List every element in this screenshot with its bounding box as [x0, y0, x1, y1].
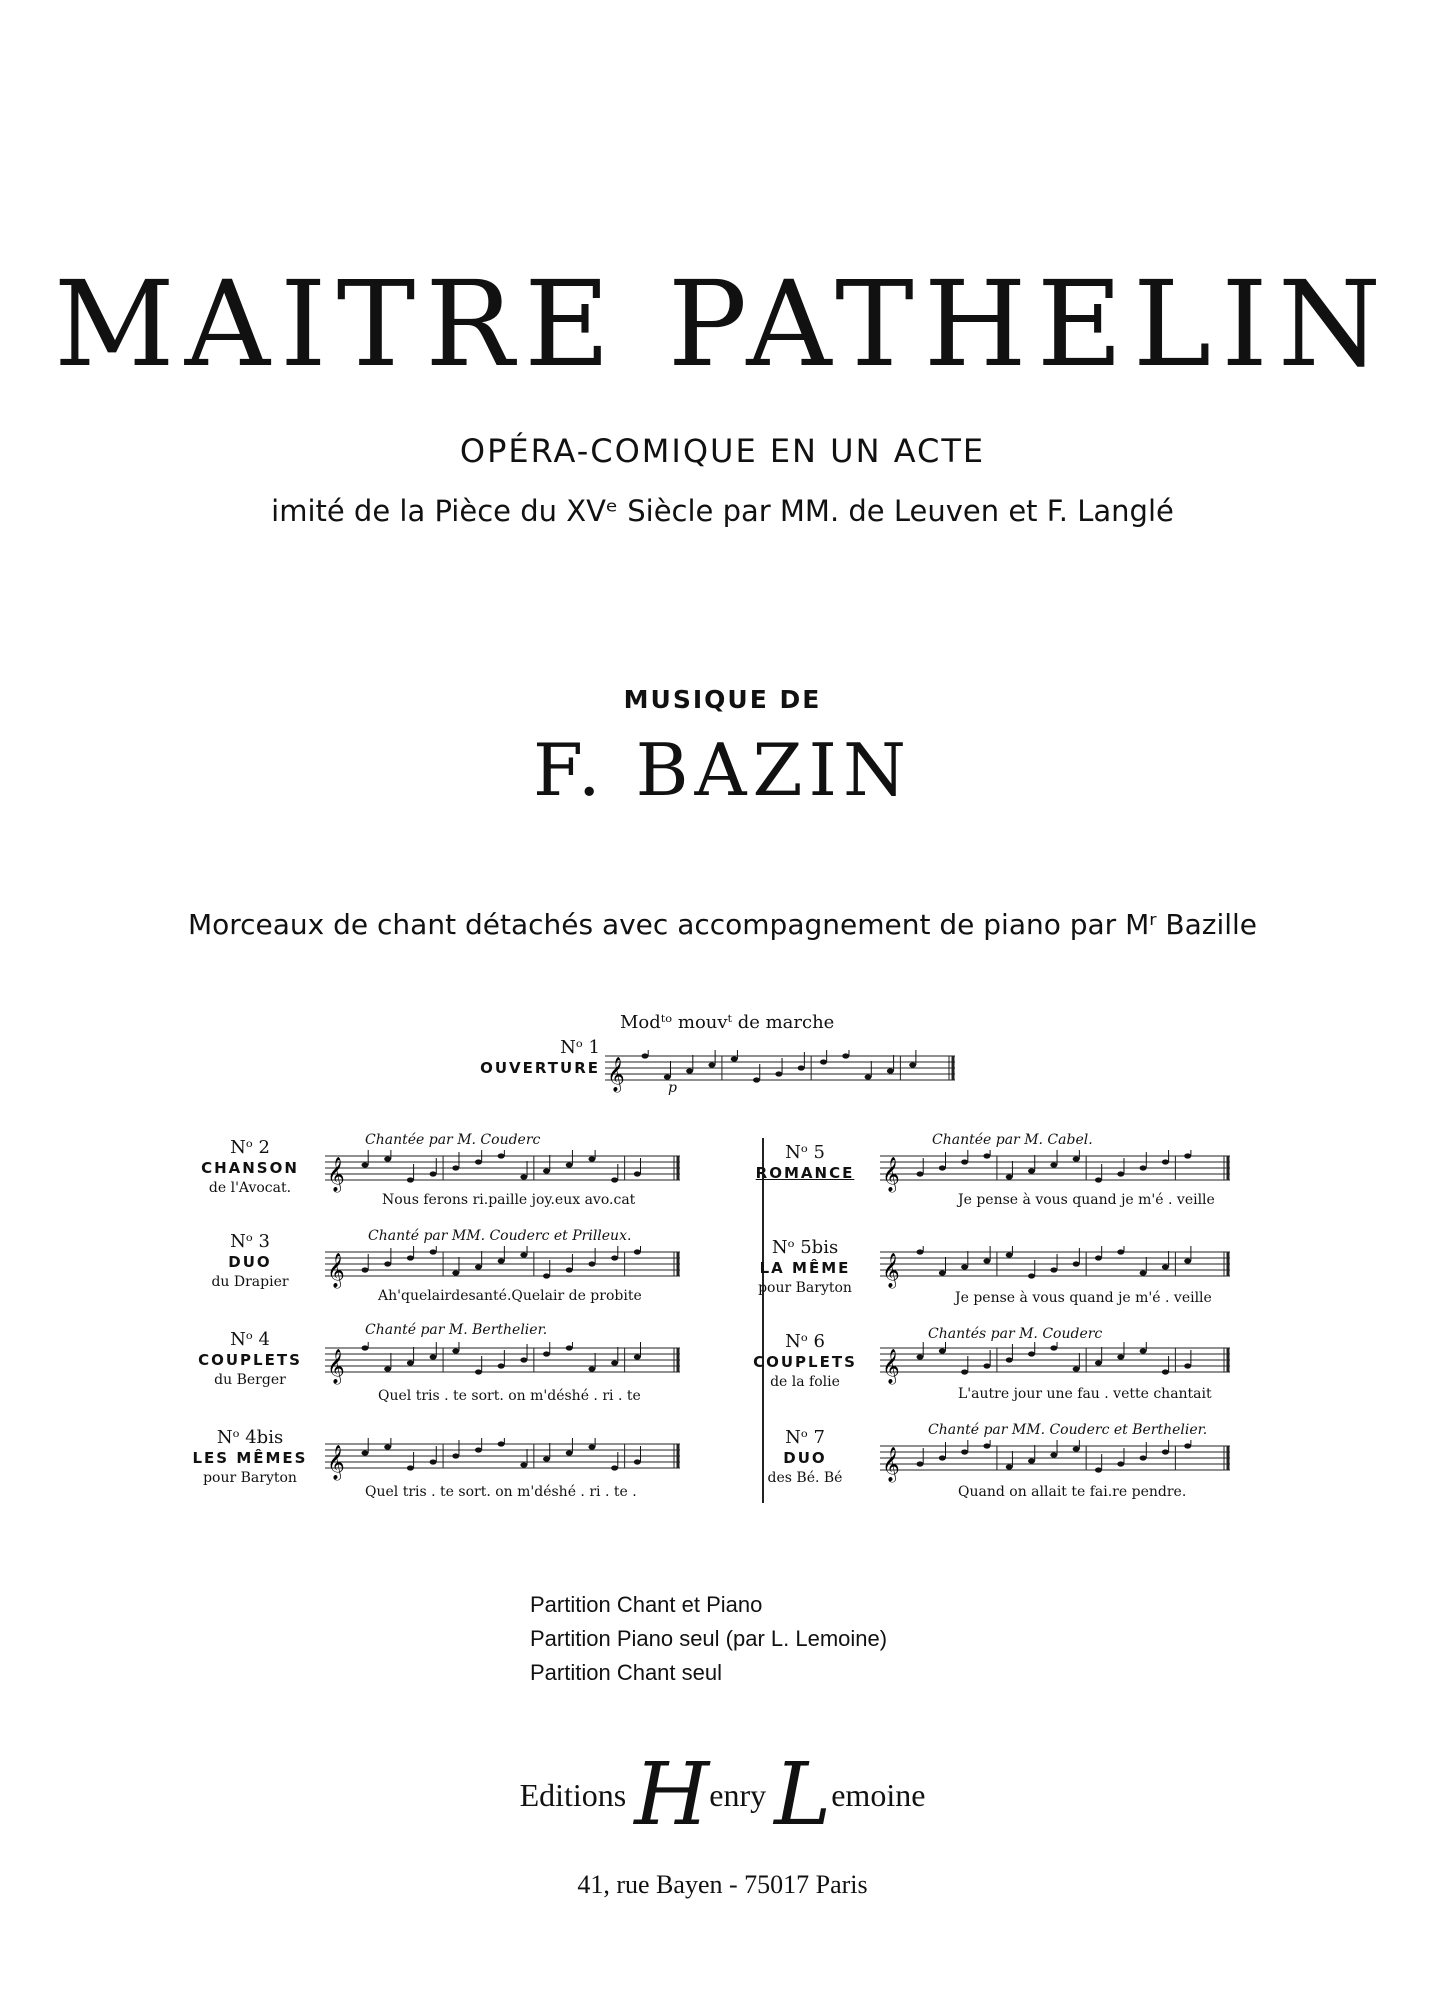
piece-label: [170, 1428, 330, 1488]
note-head: [708, 1062, 715, 1067]
piece-name: ROMANCE: [755, 1164, 855, 1182]
note-head: [909, 1062, 916, 1067]
piece-desc: des Bé. Bé: [767, 1470, 843, 1486]
note-head: [1028, 1273, 1035, 1278]
note-head: [1140, 1270, 1147, 1275]
piece-number: Nᵒ 5: [785, 1142, 825, 1163]
note-head: [1184, 1363, 1191, 1368]
note-head: [1140, 1348, 1147, 1353]
morceaux-description: Morceaux de chant détachés avec accompagnement de piano par Mʳ Bazille: [187, 908, 1258, 941]
piece-name: COUPLETS: [198, 1351, 302, 1369]
clef-icon: 𝄞: [327, 1445, 345, 1480]
note-head: [611, 1360, 618, 1365]
clef-icon: 𝄞: [882, 1253, 900, 1288]
note-head: [362, 1267, 369, 1272]
note-head: [1184, 1443, 1191, 1448]
note-head: [1028, 1168, 1035, 1173]
piece-number: Nᵒ 5bis: [771, 1237, 839, 1258]
piece-desc: du Drapier: [211, 1274, 289, 1290]
editions-list: [530, 1588, 887, 1690]
note-head: [1095, 1467, 1102, 1472]
note-head: [384, 1261, 391, 1266]
note-head: [452, 1453, 459, 1458]
note-head: [961, 1159, 968, 1164]
note-head: [611, 1255, 618, 1260]
piece-lyric: Nous ferons ri.paille joy.eux avo.cat: [382, 1192, 636, 1208]
overture-number: Nᵒ 1: [560, 1037, 600, 1058]
note-head: [1162, 1159, 1169, 1164]
note-head: [543, 1168, 550, 1173]
note-head: [566, 1450, 573, 1455]
note-head: [520, 1357, 527, 1362]
note-head: [611, 1177, 618, 1182]
note-head: [798, 1065, 805, 1070]
piece-number: Nᵒ 7: [785, 1427, 825, 1448]
note-head: [1184, 1258, 1191, 1263]
note-head: [1073, 1366, 1080, 1371]
note-head: [1050, 1452, 1057, 1457]
note-head: [1028, 1351, 1035, 1356]
piece-name: DUO: [783, 1449, 827, 1467]
piece-staff: [880, 1342, 1230, 1386]
note-head: [1095, 1177, 1102, 1182]
note-head: [1073, 1446, 1080, 1451]
piece-name: COUPLETS: [753, 1353, 857, 1371]
piece-singer: Chantée par M. Cabel.: [932, 1132, 1093, 1148]
piece-desc: pour Baryton: [203, 1470, 297, 1486]
edition-item: Partition Chant et Piano: [530, 1592, 763, 1617]
piece-singer: Chanté par M. Berthelier.: [365, 1322, 548, 1338]
note-head: [430, 1459, 437, 1464]
note-head: [983, 1363, 990, 1368]
note-head: [1117, 1354, 1124, 1359]
piece-label: [730, 1143, 880, 1183]
note-head: [642, 1053, 649, 1058]
overture-dynamic: p: [668, 1080, 677, 1096]
piece-number: Nᵒ 3: [230, 1231, 270, 1252]
note-head: [775, 1071, 782, 1076]
source-credit: imité de la Pièce du XVᵉ Siècle par MM. de Leuven et F. Langlé: [271, 494, 1174, 528]
clef-icon: 𝄞: [327, 1253, 345, 1288]
piece-name: CHANSON: [201, 1159, 299, 1177]
note-head: [452, 1270, 459, 1275]
note-head: [1006, 1174, 1013, 1179]
note-head: [1117, 1171, 1124, 1176]
note-head: [362, 1345, 369, 1350]
note-head: [983, 1443, 990, 1448]
note-head: [520, 1174, 527, 1179]
note-head: [961, 1369, 968, 1374]
note-head: [983, 1153, 990, 1158]
publisher-rest-2: emoine: [831, 1777, 926, 1813]
piece-staff: [880, 1150, 1230, 1194]
note-head: [430, 1171, 437, 1176]
piece-desc: pour Baryton: [758, 1280, 852, 1296]
note-head: [634, 1249, 641, 1254]
piece-staff: [880, 1246, 1230, 1290]
piece-staff: [325, 1246, 680, 1290]
note-head: [939, 1348, 946, 1353]
piece-singer: Chantés par M. Couderc: [928, 1326, 1103, 1342]
note-head: [475, 1264, 482, 1269]
note-head: [1050, 1267, 1057, 1272]
overture-tempo: Modᵗᵒ mouvᵗ de marche: [620, 1012, 835, 1033]
note-head: [939, 1270, 946, 1275]
note-head: [1006, 1357, 1013, 1362]
note-head: [498, 1441, 505, 1446]
piece-singer: Chantée par M. Couderc: [365, 1132, 541, 1148]
note-head: [1050, 1345, 1057, 1350]
piece-staff: [325, 1438, 680, 1482]
piece-staff: [880, 1440, 1230, 1484]
overture-staff: [605, 1050, 955, 1100]
note-head: [939, 1165, 946, 1170]
publisher-logo: [0, 1745, 1445, 1845]
note-head: [1095, 1255, 1102, 1260]
piece-number: Nᵒ 2: [230, 1137, 270, 1158]
note-head: [1050, 1162, 1057, 1167]
note-head: [1006, 1252, 1013, 1257]
clef-icon: 𝄞: [882, 1157, 900, 1192]
publisher-rest-1: enry: [709, 1777, 767, 1813]
note-head: [1140, 1165, 1147, 1170]
piece-label: [730, 1428, 880, 1488]
piece-desc: de l'Avocat.: [208, 1180, 292, 1196]
note-head: [939, 1455, 946, 1460]
note-head: [917, 1461, 924, 1466]
music-by-label: MUSIQUE DE: [623, 685, 822, 714]
subtitle: OPÉRA-COMIQUE EN UN ACTE: [459, 432, 986, 470]
note-head: [452, 1165, 459, 1170]
note-head: [1162, 1264, 1169, 1269]
note-head: [1006, 1464, 1013, 1469]
piece-lyric: Ah'quelairdesanté.Quelair de probite: [378, 1288, 642, 1304]
note-head: [961, 1449, 968, 1454]
note-head: [865, 1074, 872, 1079]
piece-desc: du Berger: [214, 1372, 286, 1388]
note-head: [634, 1171, 641, 1176]
note-head: [731, 1056, 738, 1061]
note-head: [686, 1068, 693, 1073]
note-head: [1140, 1455, 1147, 1460]
note-head: [887, 1068, 894, 1073]
piece-name: LES MÊMES: [192, 1449, 308, 1467]
note-head: [1184, 1153, 1191, 1158]
note-head: [520, 1462, 527, 1467]
note-head: [1162, 1449, 1169, 1454]
edition-item: Partition Chant seul: [530, 1660, 722, 1685]
piece-name: LA MÊME: [759, 1259, 851, 1277]
note-head: [753, 1077, 760, 1082]
piece-number: Nᵒ 6: [785, 1331, 825, 1352]
note-head: [384, 1156, 391, 1161]
note-head: [407, 1177, 414, 1182]
note-head: [407, 1465, 414, 1470]
piece-staff: [325, 1150, 680, 1194]
note-head: [566, 1162, 573, 1167]
publisher-initial-h: H: [634, 1745, 710, 1845]
edition-item: Partition Piano seul (par L. Lemoine): [530, 1626, 888, 1651]
note-head: [520, 1252, 527, 1257]
note-head: [1073, 1156, 1080, 1161]
note-head: [611, 1465, 618, 1470]
note-head: [842, 1053, 849, 1058]
note-head: [430, 1354, 437, 1359]
note-head: [543, 1456, 550, 1461]
note-head: [588, 1261, 595, 1266]
clef-icon: 𝄞: [607, 1057, 625, 1092]
note-head: [384, 1444, 391, 1449]
page-title: MAITRE PATHELIN: [53, 255, 1392, 393]
piece-label: [170, 1138, 330, 1198]
overture-name: OUVERTURE: [480, 1059, 600, 1077]
note-head: [1162, 1369, 1169, 1374]
note-head: [384, 1366, 391, 1371]
note-head: [634, 1459, 641, 1464]
note-head: [1073, 1261, 1080, 1266]
note-head: [634, 1354, 641, 1359]
note-head: [566, 1267, 573, 1272]
note-head: [475, 1447, 482, 1452]
piece-lyric: Quand on allait te fai.re pendre.: [958, 1484, 1187, 1500]
piece-label: [730, 1332, 880, 1392]
clef-icon: 𝄞: [882, 1447, 900, 1482]
note-head: [407, 1360, 414, 1365]
overture-label: [440, 1038, 600, 1078]
note-head: [983, 1258, 990, 1263]
note-head: [475, 1369, 482, 1374]
note-head: [407, 1255, 414, 1260]
note-head: [566, 1345, 573, 1350]
piece-lyric: Je pense à vous quand je m'é . veille: [955, 1290, 1212, 1306]
piece-lyric: Quel tris . te sort. on m'déshé . ri . te .: [365, 1484, 637, 1500]
note-head: [475, 1159, 482, 1164]
note-head: [588, 1156, 595, 1161]
piece-number: Nᵒ 4: [230, 1329, 270, 1350]
note-head: [1117, 1249, 1124, 1254]
clef-icon: 𝄞: [327, 1157, 345, 1192]
piece-label: [170, 1232, 330, 1292]
publisher-initial-l: L: [774, 1745, 832, 1845]
note-head: [588, 1444, 595, 1449]
note-head: [543, 1351, 550, 1356]
note-head: [452, 1348, 459, 1353]
piece-name: DUO: [228, 1253, 272, 1271]
note-head: [917, 1354, 924, 1359]
piece-lyric: Quel tris . te sort. on m'déshé . ri . te: [378, 1388, 641, 1404]
note-head: [917, 1249, 924, 1254]
note-head: [498, 1363, 505, 1368]
note-head: [664, 1074, 671, 1079]
note-head: [362, 1162, 369, 1167]
note-head: [430, 1249, 437, 1254]
note-head: [1117, 1461, 1124, 1466]
piece-singer: Chanté par MM. Couderc et Prilleux.: [368, 1228, 632, 1244]
piece-lyric: L'autre jour une fau . vette chantait: [958, 1386, 1212, 1402]
piece-label: [170, 1330, 330, 1390]
note-head: [1028, 1458, 1035, 1463]
note-head: [498, 1258, 505, 1263]
clef-icon: 𝄞: [882, 1349, 900, 1384]
piece-singer: Chanté par MM. Couderc et Berthelier.: [928, 1422, 1208, 1438]
piece-lyric: Je pense à vous quand je m'é . veille: [958, 1192, 1215, 1208]
note-head: [917, 1171, 924, 1176]
piece-desc: de la folie: [770, 1374, 840, 1390]
note-head: [820, 1059, 827, 1064]
piece-number: Nᵒ 4bis: [216, 1427, 284, 1448]
clef-icon: 𝄞: [327, 1349, 345, 1384]
note-head: [588, 1366, 595, 1371]
note-head: [498, 1153, 505, 1158]
note-head: [362, 1450, 369, 1455]
note-head: [1095, 1360, 1102, 1365]
note-head: [961, 1264, 968, 1269]
publisher-address: 41, rue Bayen - 75017 Paris: [577, 1870, 868, 1899]
composer-name: F. BAZIN: [533, 728, 912, 812]
publisher-prefix: Editions: [519, 1777, 627, 1813]
piece-staff: [325, 1342, 680, 1386]
piece-label: [730, 1238, 880, 1298]
note-head: [543, 1273, 550, 1278]
